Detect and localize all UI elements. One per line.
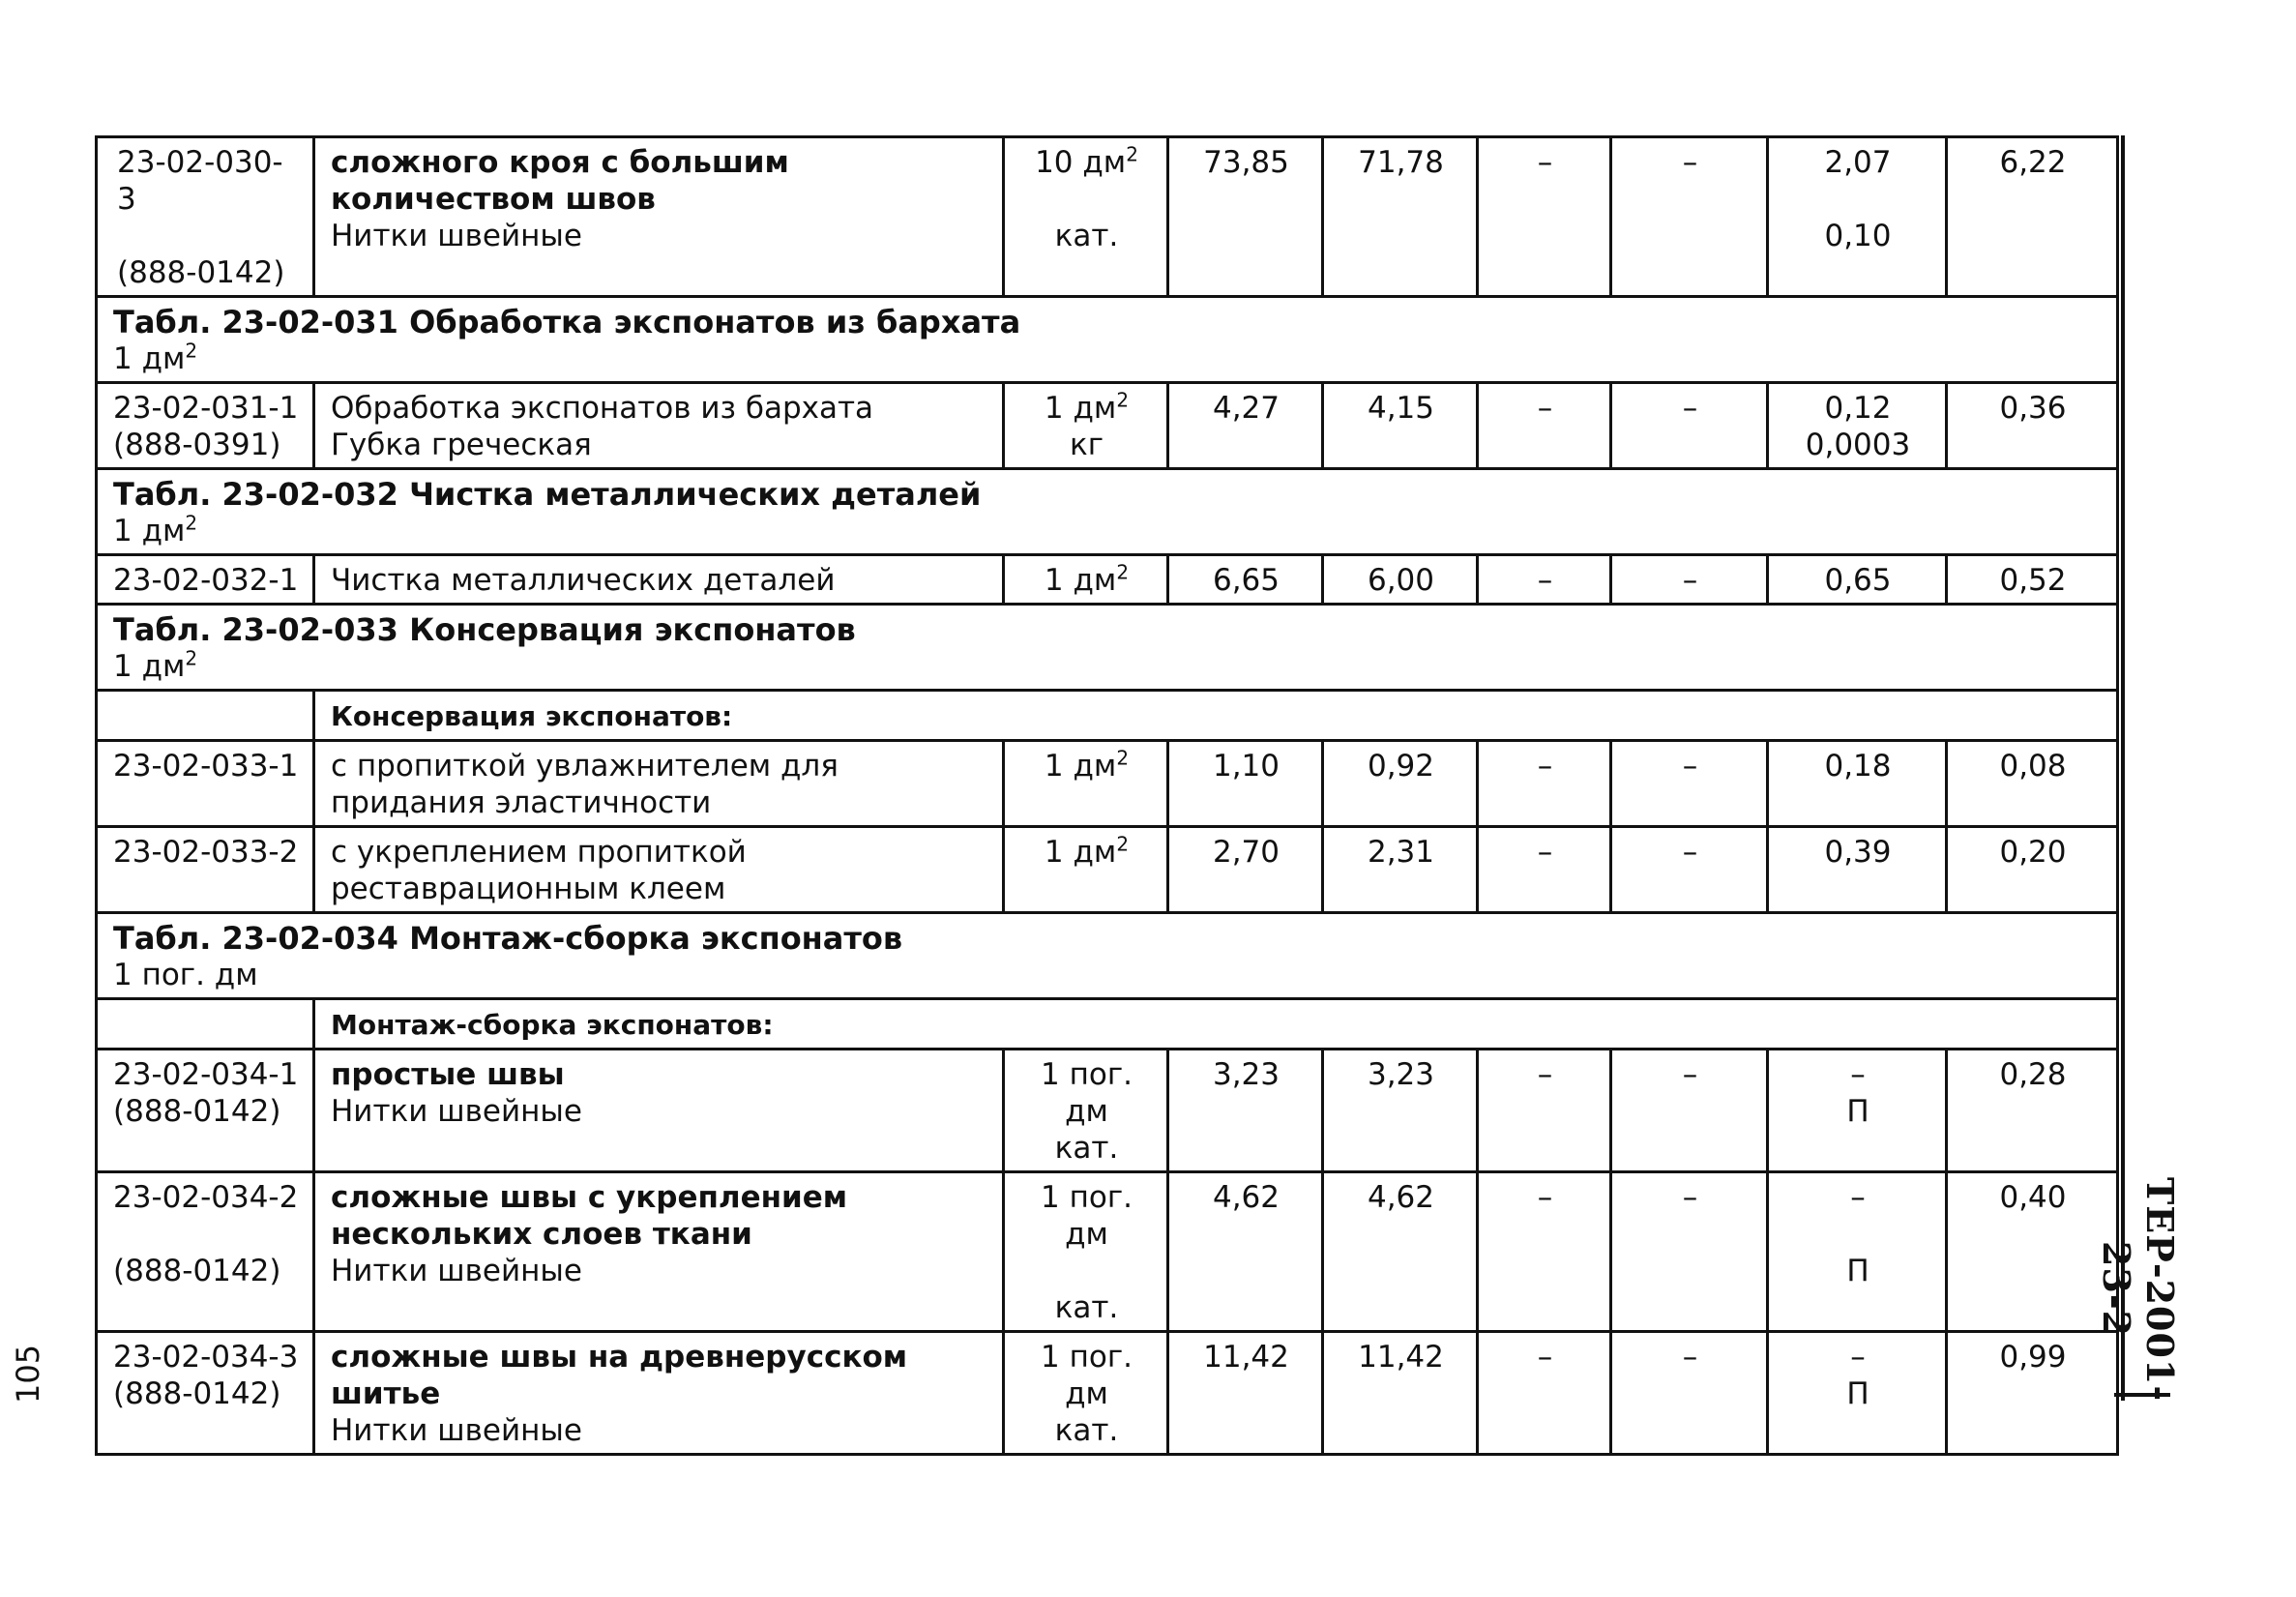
row-value: 11,42 bbox=[1168, 1332, 1323, 1455]
row-value: 0,28 bbox=[1947, 1050, 2118, 1172]
row-value: 4,62 bbox=[1168, 1172, 1323, 1332]
row-value: 3,23 bbox=[1168, 1050, 1323, 1172]
row-value: 0,92 bbox=[1323, 741, 1478, 827]
row-value: 73,85 bbox=[1168, 137, 1323, 297]
row-value: 6,65 bbox=[1168, 555, 1323, 605]
row-value: – bbox=[1611, 827, 1768, 913]
row-code: 23-02-034-1 (888-0142) bbox=[97, 1050, 314, 1172]
row-name: простые швы Нитки швейные bbox=[314, 1050, 1004, 1172]
subheader-row bbox=[97, 691, 2118, 741]
row-value: 4,62 bbox=[1323, 1172, 1478, 1332]
section-unit: 1 пог. дм bbox=[113, 958, 258, 992]
row-unit: 1 пог. дм кат. bbox=[1004, 1332, 1168, 1455]
row-value: 2,70 bbox=[1168, 827, 1323, 913]
margin-rule bbox=[2121, 135, 2125, 1401]
row-unit: 10 $дм^2$ кат. bbox=[1004, 137, 1168, 297]
row-value: 0,39 bbox=[1768, 827, 1947, 913]
section-unit: 1 $дм^2$ bbox=[113, 339, 198, 376]
table-row bbox=[97, 137, 2118, 297]
row-value: 11,42 bbox=[1323, 1332, 1478, 1455]
row-value: 6,00 bbox=[1323, 555, 1478, 605]
row-name: сложного кроя с большим количеством швов Нитки швейные bbox=[314, 137, 1004, 297]
row-code: 23-02-034-3 (888-0142) bbox=[97, 1332, 314, 1455]
row-value: – bbox=[1611, 1050, 1768, 1172]
row-value: 0,52 bbox=[1947, 555, 2118, 605]
row-value: 0,36 bbox=[1947, 383, 2118, 469]
row-value: 1,10 bbox=[1168, 741, 1323, 827]
section-unit: 1 $дм^2$ bbox=[113, 511, 198, 548]
row-value: – bbox=[1611, 383, 1768, 469]
row-value: 2,31 bbox=[1323, 827, 1478, 913]
table-row bbox=[97, 383, 2118, 469]
row-value: – bbox=[1611, 555, 1768, 605]
row-unit: 1 $дм^2$ bbox=[1004, 827, 1168, 913]
table-row bbox=[97, 827, 2118, 913]
row-value: – bbox=[1478, 555, 1611, 605]
row-value: 4,15 bbox=[1323, 383, 1478, 469]
row-value: 4,27 bbox=[1168, 383, 1323, 469]
row-value: – bbox=[1478, 1332, 1611, 1455]
row-name: Чистка металлических деталей bbox=[314, 555, 1004, 605]
row-name: с укреплением пропиткой реставрационным клеем bbox=[314, 827, 1004, 913]
section-unit: 1 $дм^2$ bbox=[113, 646, 198, 684]
row-code: 23-02-033-2 bbox=[97, 827, 314, 913]
subheader-label: Консервация экспонатов: bbox=[331, 700, 733, 732]
row-unit: 1 $дм^2$ bbox=[1004, 555, 1168, 605]
section-header-row bbox=[97, 605, 2118, 691]
row-value: – bbox=[1611, 1332, 1768, 1455]
row-value: 2,07 0,10 bbox=[1768, 137, 1947, 297]
row-value: 0,08 bbox=[1947, 741, 2118, 827]
row-unit: 1 $дм^2$ bbox=[1004, 741, 1168, 827]
row-value: – bbox=[1478, 741, 1611, 827]
row-code: 23-02-034-2 (888-0142) bbox=[97, 1172, 314, 1332]
row-value: – П bbox=[1768, 1050, 1947, 1172]
row-code: 23-02-031-1 (888-0391) bbox=[97, 383, 314, 469]
table-row bbox=[97, 555, 2118, 605]
section-header-row bbox=[97, 469, 2118, 555]
section-title: Табл. 23-02-033 Консервация экспонатов bbox=[113, 611, 856, 648]
row-value: 3,23 bbox=[1323, 1050, 1478, 1172]
row-value: 0,40 bbox=[1947, 1172, 2118, 1332]
row-value: 71,78 bbox=[1323, 137, 1478, 297]
row-code: 23-02-032-1 bbox=[97, 555, 314, 605]
row-value: – bbox=[1478, 1050, 1611, 1172]
subheader-row bbox=[97, 999, 2118, 1050]
row-unit: 1 $дм^2$ кг bbox=[1004, 383, 1168, 469]
row-value: – П bbox=[1768, 1172, 1947, 1332]
row-value: – bbox=[1611, 137, 1768, 297]
row-value: 0,18 bbox=[1768, 741, 1947, 827]
section-title: Табл. 23-02-032 Чистка металлических деталей bbox=[113, 476, 982, 513]
subheader-label: Монтаж-сборка экспонатов: bbox=[331, 1009, 774, 1041]
page-number: 105 bbox=[10, 1344, 46, 1404]
section-title: Табл. 23-02-034 Монтаж-сборка экспонатов bbox=[113, 920, 903, 957]
row-code: 23-02-030-3 (888-0142) bbox=[97, 137, 314, 297]
row-value: 6,22 bbox=[1947, 137, 2118, 297]
row-code: 23-02-033-1 bbox=[97, 741, 314, 827]
row-value: – bbox=[1478, 383, 1611, 469]
section-header-row bbox=[97, 913, 2118, 999]
section-header-row bbox=[97, 297, 2118, 383]
row-unit: 1 пог. дм кат. bbox=[1004, 1172, 1168, 1332]
row-value: – bbox=[1611, 741, 1768, 827]
row-value: 0,20 bbox=[1947, 827, 2118, 913]
row-value: 0,99 bbox=[1947, 1332, 2118, 1455]
row-value: – bbox=[1478, 137, 1611, 297]
row-value: – bbox=[1611, 1172, 1768, 1332]
row-name: сложные швы на древнерусском шитье Нитки швейные bbox=[314, 1332, 1004, 1455]
row-name: с пропиткой увлажнителем для придания эластичности bbox=[314, 741, 1004, 827]
row-value: – П bbox=[1768, 1332, 1947, 1455]
table-row bbox=[97, 1172, 2118, 1332]
row-value: 0,12 0,0003 bbox=[1768, 383, 1947, 469]
row-value: – bbox=[1478, 827, 1611, 913]
section-title: Табл. 23-02-031 Обработка экспонатов из бархата bbox=[113, 304, 1021, 340]
norms-table bbox=[95, 135, 2119, 1456]
row-unit: 1 пог. дм кат. bbox=[1004, 1050, 1168, 1172]
row-value: – bbox=[1478, 1172, 1611, 1332]
document-code: ТЕР-2001-23-2 bbox=[2095, 1176, 2182, 1403]
row-value: 0,65 bbox=[1768, 555, 1947, 605]
table-row bbox=[97, 1050, 2118, 1172]
table-row bbox=[97, 741, 2118, 827]
row-name: сложные швы с укреплением нескольких слоев ткани Нитки швейные bbox=[314, 1172, 1004, 1332]
table-row bbox=[97, 1332, 2118, 1455]
row-name: Обработка экспонатов из бархата Губка греческая bbox=[314, 383, 1004, 469]
